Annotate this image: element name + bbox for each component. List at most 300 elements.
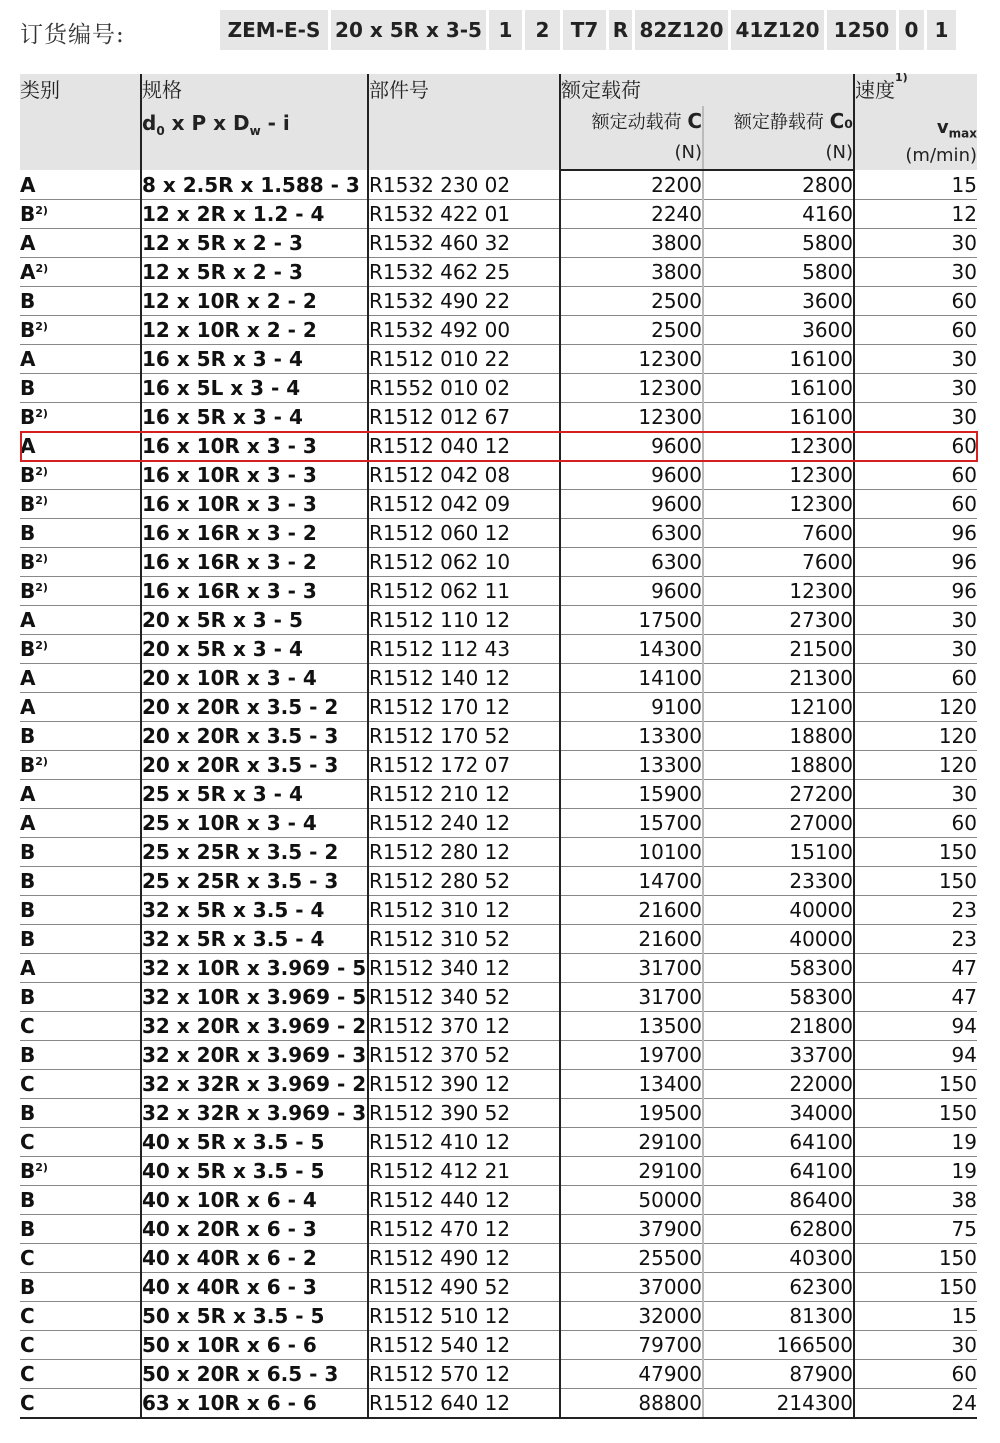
cell-part-number: R1512 062 10 — [368, 548, 560, 577]
cell-spec: 12 x 5R x 2 - 3 — [141, 258, 368, 287]
cell-spec: 16 x 5R x 3 - 4 — [141, 345, 368, 374]
cell-dynamic-load: 2240 — [560, 200, 703, 229]
cell-category — [20, 490, 141, 519]
speed-symbol-sub: max — [948, 126, 977, 141]
category-letter: B — [20, 869, 36, 893]
cell-part-number: R1512 010 22 — [368, 345, 560, 374]
order-code-segment: 1 — [927, 10, 959, 50]
cell-spec: 40 x 20R x 6 - 3 — [141, 1215, 368, 1244]
header-category — [20, 74, 141, 170]
category-letter: B — [20, 521, 36, 545]
header-static-load-label: 额定静载荷 — [733, 112, 824, 133]
cell-category — [20, 983, 141, 1012]
cell-part-number: R1512 310 12 — [368, 896, 560, 925]
cell-spec: 12 x 10R x 2 - 2 — [141, 287, 368, 316]
table-row — [20, 345, 977, 374]
cell-static-load: 12300 — [703, 490, 854, 519]
header-speed-footnote: 1) — [895, 71, 908, 84]
cell-static-load: 58300 — [703, 983, 854, 1012]
cell-part-number: R1532 422 01 — [368, 200, 560, 229]
cell-spec: 25 x 10R x 3 - 4 — [141, 809, 368, 838]
category-letter: A — [20, 666, 36, 690]
cell-part-number: R1512 490 12 — [368, 1244, 560, 1273]
category-letter: C — [20, 1391, 35, 1415]
cell-part-number: R1512 210 12 — [368, 780, 560, 809]
category-letter: A — [20, 695, 36, 719]
category-letter: B — [20, 550, 36, 574]
order-code-segment: R — [609, 10, 635, 50]
cell-spec: 12 x 2R x 1.2 - 4 — [141, 200, 368, 229]
cell-spec: 40 x 40R x 6 - 3 — [141, 1273, 368, 1302]
cell-spec: 12 x 10R x 2 - 2 — [141, 316, 368, 345]
cell-spec: 25 x 25R x 3.5 - 2 — [141, 838, 368, 867]
table-row — [20, 1099, 977, 1128]
cell-static-load: 16100 — [703, 345, 854, 374]
cell-dynamic-load: 13500 — [560, 1012, 703, 1041]
table-row — [20, 635, 977, 664]
cell-spec: 40 x 10R x 6 - 4 — [141, 1186, 368, 1215]
table-row — [20, 693, 977, 722]
cell-speed: 30 — [854, 635, 977, 664]
cell-category — [20, 1389, 141, 1419]
order-code-segment: 0 — [899, 10, 927, 50]
order-code-segment: 1250 — [827, 10, 899, 50]
header-dynamic-symbol: C — [687, 109, 702, 133]
cell-part-number: R1512 060 12 — [368, 519, 560, 548]
header-part-number-label: 部件号 — [369, 78, 429, 102]
cell-category — [20, 809, 141, 838]
order-code-segment: 20 x 5R x 3-5 — [331, 10, 489, 50]
category-letter: C — [20, 1246, 35, 1270]
cell-dynamic-load: 37900 — [560, 1215, 703, 1244]
cell-category — [20, 374, 141, 403]
cell-category — [20, 925, 141, 954]
order-number-label: 订货编号: — [20, 22, 125, 48]
table-row — [20, 170, 977, 200]
cell-part-number: R1512 640 12 — [368, 1389, 560, 1419]
cell-category — [20, 1099, 141, 1128]
table-row — [20, 954, 977, 983]
category-letter: B — [20, 927, 36, 951]
table-row — [20, 1012, 977, 1041]
cell-dynamic-load: 6300 — [560, 548, 703, 577]
cell-category — [20, 1157, 141, 1186]
category-letter: A — [20, 231, 36, 255]
table-header — [20, 71, 977, 170]
cell-spec: 16 x 10R x 3 - 3 — [141, 432, 368, 461]
cell-category — [20, 316, 141, 345]
cell-speed: 30 — [854, 229, 977, 258]
cell-dynamic-load: 50000 — [560, 1186, 703, 1215]
category-letter: A — [20, 956, 36, 980]
table-row — [20, 896, 977, 925]
cell-dynamic-load: 13300 — [560, 751, 703, 780]
cell-static-load: 18800 — [703, 751, 854, 780]
footnote-marker: 2) — [35, 552, 48, 565]
cell-dynamic-load: 29100 — [560, 1157, 703, 1186]
header-part-number — [368, 74, 560, 170]
cell-dynamic-load: 3800 — [560, 229, 703, 258]
cell-speed: 150 — [854, 867, 977, 896]
category-letter: B — [20, 492, 36, 516]
cell-dynamic-load: 13300 — [560, 722, 703, 751]
cell-category — [20, 519, 141, 548]
cell-spec: 16 x 16R x 3 - 2 — [141, 519, 368, 548]
category-letter: B — [20, 1043, 36, 1067]
cell-static-load: 64100 — [703, 1128, 854, 1157]
table-row — [20, 1273, 977, 1302]
cell-speed: 19 — [854, 1157, 977, 1186]
order-code-segment: 41Z120 — [731, 10, 827, 50]
header-static-symbol: C₀ — [829, 109, 853, 133]
cell-dynamic-load: 13400 — [560, 1070, 703, 1099]
cell-static-load: 21300 — [703, 664, 854, 693]
header-static-unit: (N) — [825, 142, 853, 163]
cell-dynamic-load: 21600 — [560, 925, 703, 954]
category-letter: C — [20, 1362, 35, 1386]
cell-part-number: R1512 390 12 — [368, 1070, 560, 1099]
cell-static-load: 27200 — [703, 780, 854, 809]
cell-dynamic-load: 9100 — [560, 693, 703, 722]
cell-speed: 150 — [854, 1070, 977, 1099]
table-row — [20, 1389, 977, 1419]
speed-symbol: v — [936, 117, 949, 138]
cell-static-load: 40300 — [703, 1244, 854, 1273]
cell-spec: 20 x 5R x 3 - 4 — [141, 635, 368, 664]
cell-static-load: 12300 — [703, 432, 854, 461]
cell-spec: 32 x 20R x 3.969 - 3 — [141, 1041, 368, 1070]
cell-part-number: R1512 570 12 — [368, 1360, 560, 1389]
cell-dynamic-load: 29100 — [560, 1128, 703, 1157]
table-row — [20, 1070, 977, 1099]
cell-category — [20, 722, 141, 751]
cell-part-number: R1532 460 32 — [368, 229, 560, 258]
cell-dynamic-load: 79700 — [560, 1331, 703, 1360]
table-row — [20, 1244, 977, 1273]
table-row — [20, 374, 977, 403]
table-row — [20, 316, 977, 345]
cell-speed: 60 — [854, 490, 977, 519]
category-letter: C — [20, 1304, 35, 1328]
order-code-segment: 1 — [489, 10, 525, 50]
order-code-segment: 2 — [525, 10, 563, 50]
cell-part-number: R1532 462 25 — [368, 258, 560, 287]
order-number-line — [20, 8, 980, 52]
cell-spec: 16 x 10R x 3 - 3 — [141, 461, 368, 490]
cell-dynamic-load: 12300 — [560, 403, 703, 432]
category-letter: B — [20, 405, 36, 429]
header-spec-formula: $d_0$ x P x $D_w$ - i — [142, 111, 290, 138]
table-row — [20, 809, 977, 838]
table-row — [20, 432, 977, 461]
category-letter: B — [20, 579, 36, 603]
footnote-marker: 2) — [35, 581, 48, 594]
cell-speed: 47 — [854, 983, 977, 1012]
cell-dynamic-load: 21600 — [560, 896, 703, 925]
cell-static-load: 214300 — [703, 1389, 854, 1419]
spec-table — [20, 71, 977, 1419]
table-row — [20, 1041, 977, 1070]
header-static-load — [703, 106, 854, 170]
cell-static-load: 3600 — [703, 287, 854, 316]
cell-dynamic-load: 9600 — [560, 432, 703, 461]
cell-static-load: 22000 — [703, 1070, 854, 1099]
header-spec-label: 规格 — [142, 78, 182, 102]
cell-dynamic-load: 15900 — [560, 780, 703, 809]
cell-spec: 16 x 5R x 3 - 4 — [141, 403, 368, 432]
header-speed — [854, 71, 977, 170]
cell-category — [20, 170, 141, 200]
cell-static-load: 12300 — [703, 577, 854, 606]
cell-speed: 150 — [854, 1244, 977, 1273]
cell-speed: 96 — [854, 577, 977, 606]
cell-spec: 32 x 5R x 3.5 - 4 — [141, 925, 368, 954]
cell-speed: 60 — [854, 809, 977, 838]
cell-static-load: 40000 — [703, 896, 854, 925]
cell-category — [20, 1331, 141, 1360]
cell-dynamic-load: 15700 — [560, 809, 703, 838]
cell-speed: 19 — [854, 1128, 977, 1157]
table-row — [20, 229, 977, 258]
cell-dynamic-load: 9600 — [560, 490, 703, 519]
cell-speed: 60 — [854, 316, 977, 345]
cell-part-number: R1512 240 12 — [368, 809, 560, 838]
cell-part-number: R1512 280 12 — [368, 838, 560, 867]
cell-part-number: R1532 492 00 — [368, 316, 560, 345]
cell-speed: 150 — [854, 838, 977, 867]
table-row — [20, 287, 977, 316]
cell-spec: 20 x 10R x 3 - 4 — [141, 664, 368, 693]
cell-speed: 94 — [854, 1041, 977, 1070]
cell-static-load: 62300 — [703, 1273, 854, 1302]
cell-part-number: R1512 470 12 — [368, 1215, 560, 1244]
cell-speed: 30 — [854, 403, 977, 432]
footnote-marker: 2) — [35, 320, 48, 333]
table-row — [20, 403, 977, 432]
table-row — [20, 1331, 977, 1360]
cell-part-number: R1512 062 11 — [368, 577, 560, 606]
cell-speed: 60 — [854, 461, 977, 490]
cell-spec: 40 x 40R x 6 - 2 — [141, 1244, 368, 1273]
cell-dynamic-load: 12300 — [560, 374, 703, 403]
order-code-segment: T7 — [563, 10, 609, 50]
table-row — [20, 548, 977, 577]
cell-speed: 96 — [854, 548, 977, 577]
cell-category — [20, 403, 141, 432]
cell-speed: 47 — [854, 954, 977, 983]
table-row — [20, 867, 977, 896]
category-letter: B — [20, 289, 36, 313]
table-row — [20, 577, 977, 606]
cell-static-load: 18800 — [703, 722, 854, 751]
cell-spec: 20 x 20R x 3.5 - 3 — [141, 751, 368, 780]
category-letter: B — [20, 1188, 36, 1212]
cell-dynamic-load: 31700 — [560, 954, 703, 983]
category-letter: B — [20, 840, 36, 864]
category-letter: B — [20, 1217, 36, 1241]
cell-category — [20, 867, 141, 896]
cell-category — [20, 461, 141, 490]
cell-spec: 50 x 10R x 6 - 6 — [141, 1331, 368, 1360]
cell-static-load: 15100 — [703, 838, 854, 867]
cell-static-load: 21500 — [703, 635, 854, 664]
table-row — [20, 461, 977, 490]
cell-spec: 25 x 25R x 3.5 - 3 — [141, 867, 368, 896]
footnote-marker: 2) — [35, 494, 48, 507]
cell-spec: 40 x 5R x 3.5 - 5 — [141, 1128, 368, 1157]
cell-spec: 20 x 20R x 3.5 - 2 — [141, 693, 368, 722]
cell-spec: 16 x 16R x 3 - 3 — [141, 577, 368, 606]
cell-dynamic-load: 9600 — [560, 461, 703, 490]
cell-category — [20, 548, 141, 577]
header-spec — [141, 74, 368, 170]
cell-category — [20, 229, 141, 258]
cell-dynamic-load: 3800 — [560, 258, 703, 287]
header-rated-load-label: 额定载荷 — [561, 78, 641, 102]
cell-spec: 40 x 5R x 3.5 - 5 — [141, 1157, 368, 1186]
category-letter: B — [20, 724, 36, 748]
cell-static-load: 12300 — [703, 461, 854, 490]
cell-spec: 8 x 2.5R x 1.588 - 3 — [141, 170, 368, 200]
cell-category — [20, 838, 141, 867]
category-letter: A — [20, 172, 36, 197]
cell-speed: 150 — [854, 1273, 977, 1302]
cell-category — [20, 1302, 141, 1331]
cell-speed: 96 — [854, 519, 977, 548]
cell-static-load: 86400 — [703, 1186, 854, 1215]
cell-category — [20, 1070, 141, 1099]
cell-spec: 32 x 10R x 3.969 - 5 — [141, 983, 368, 1012]
cell-static-load: 2800 — [703, 170, 854, 200]
cell-static-load: 5800 — [703, 229, 854, 258]
cell-spec: 32 x 32R x 3.969 - 2 — [141, 1070, 368, 1099]
cell-part-number: R1512 540 12 — [368, 1331, 560, 1360]
cell-speed: 30 — [854, 345, 977, 374]
cell-speed: 30 — [854, 606, 977, 635]
cell-static-load: 7600 — [703, 548, 854, 577]
cell-dynamic-load: 17500 — [560, 606, 703, 635]
category-letter: C — [20, 1333, 35, 1357]
category-letter: A — [20, 782, 36, 806]
table-body — [20, 170, 977, 1418]
cell-static-load: 16100 — [703, 374, 854, 403]
table-row — [20, 519, 977, 548]
cell-speed: 15 — [854, 1302, 977, 1331]
cell-static-load: 3600 — [703, 316, 854, 345]
cell-dynamic-load: 14300 — [560, 635, 703, 664]
cell-part-number: R1512 140 12 — [368, 664, 560, 693]
header-dynamic-load-label: 额定动载荷 — [591, 112, 682, 133]
table-row — [20, 780, 977, 809]
table-row — [20, 1128, 977, 1157]
category-letter: A — [20, 434, 36, 458]
cell-spec: 20 x 5R x 3 - 5 — [141, 606, 368, 635]
cell-dynamic-load: 37000 — [560, 1273, 703, 1302]
cell-category — [20, 287, 141, 316]
cell-spec: 25 x 5R x 3 - 4 — [141, 780, 368, 809]
category-letter: B — [20, 202, 36, 226]
cell-spec: 32 x 32R x 3.969 - 3 — [141, 1099, 368, 1128]
cell-spec: 32 x 20R x 3.969 - 2 — [141, 1012, 368, 1041]
category-letter: B — [20, 318, 36, 342]
category-letter: B — [20, 898, 36, 922]
category-letter: B — [20, 1159, 36, 1183]
cell-static-load: 58300 — [703, 954, 854, 983]
cell-part-number: R1512 042 09 — [368, 490, 560, 519]
cell-dynamic-load: 25500 — [560, 1244, 703, 1273]
category-letter: C — [20, 1072, 35, 1096]
footnote-marker: 2) — [35, 1161, 48, 1174]
cell-static-load: 27000 — [703, 809, 854, 838]
footnote-marker: 2) — [35, 407, 48, 420]
table-row — [20, 983, 977, 1012]
category-letter: B — [20, 1275, 36, 1299]
cell-static-load: 27300 — [703, 606, 854, 635]
table-row — [20, 200, 977, 229]
cell-speed: 120 — [854, 693, 977, 722]
table-row — [20, 1186, 977, 1215]
cell-category — [20, 577, 141, 606]
table-row — [20, 722, 977, 751]
cell-spec: 12 x 5R x 2 - 3 — [141, 229, 368, 258]
cell-dynamic-load: 14100 — [560, 664, 703, 693]
cell-speed: 30 — [854, 258, 977, 287]
cell-dynamic-load: 6300 — [560, 519, 703, 548]
cell-dynamic-load: 2200 — [560, 170, 703, 200]
cell-speed: 24 — [854, 1389, 977, 1419]
cell-speed: 120 — [854, 751, 977, 780]
cell-part-number: R1512 412 21 — [368, 1157, 560, 1186]
cell-part-number: R1512 040 12 — [368, 432, 560, 461]
cell-speed: 30 — [854, 780, 977, 809]
category-letter: C — [20, 1130, 35, 1154]
category-letter: B — [20, 1101, 36, 1125]
cell-part-number: R1552 010 02 — [368, 374, 560, 403]
cell-spec: 32 x 10R x 3.969 - 5 — [141, 954, 368, 983]
cell-dynamic-load: 88800 — [560, 1389, 703, 1419]
cell-part-number: R1512 310 52 — [368, 925, 560, 954]
table-row — [20, 1302, 977, 1331]
cell-speed: 75 — [854, 1215, 977, 1244]
cell-spec: 63 x 10R x 6 - 6 — [141, 1389, 368, 1419]
cell-static-load: 87900 — [703, 1360, 854, 1389]
cell-static-load: 40000 — [703, 925, 854, 954]
cell-spec: 50 x 5R x 3.5 - 5 — [141, 1302, 368, 1331]
cell-part-number: R1512 340 52 — [368, 983, 560, 1012]
table-row — [20, 838, 977, 867]
cell-category — [20, 1128, 141, 1157]
cell-static-load: 166500 — [703, 1331, 854, 1360]
cell-static-load: 12100 — [703, 693, 854, 722]
footnote-marker: 2) — [35, 465, 48, 478]
cell-part-number: R1512 110 12 — [368, 606, 560, 635]
cell-category — [20, 635, 141, 664]
category-letter: A — [20, 608, 36, 632]
category-letter: A — [20, 260, 36, 284]
cell-part-number: R1512 490 52 — [368, 1273, 560, 1302]
cell-static-load: 23300 — [703, 867, 854, 896]
table-row — [20, 1215, 977, 1244]
header-speed-label: 速度 — [855, 78, 895, 102]
cell-category — [20, 1012, 141, 1041]
cell-category — [20, 345, 141, 374]
cell-dynamic-load: 9600 — [560, 577, 703, 606]
cell-dynamic-load: 47900 — [560, 1360, 703, 1389]
cell-static-load: 5800 — [703, 258, 854, 287]
category-letter: C — [20, 1014, 35, 1038]
cell-part-number: R1512 012 67 — [368, 403, 560, 432]
cell-speed: 60 — [854, 664, 977, 693]
